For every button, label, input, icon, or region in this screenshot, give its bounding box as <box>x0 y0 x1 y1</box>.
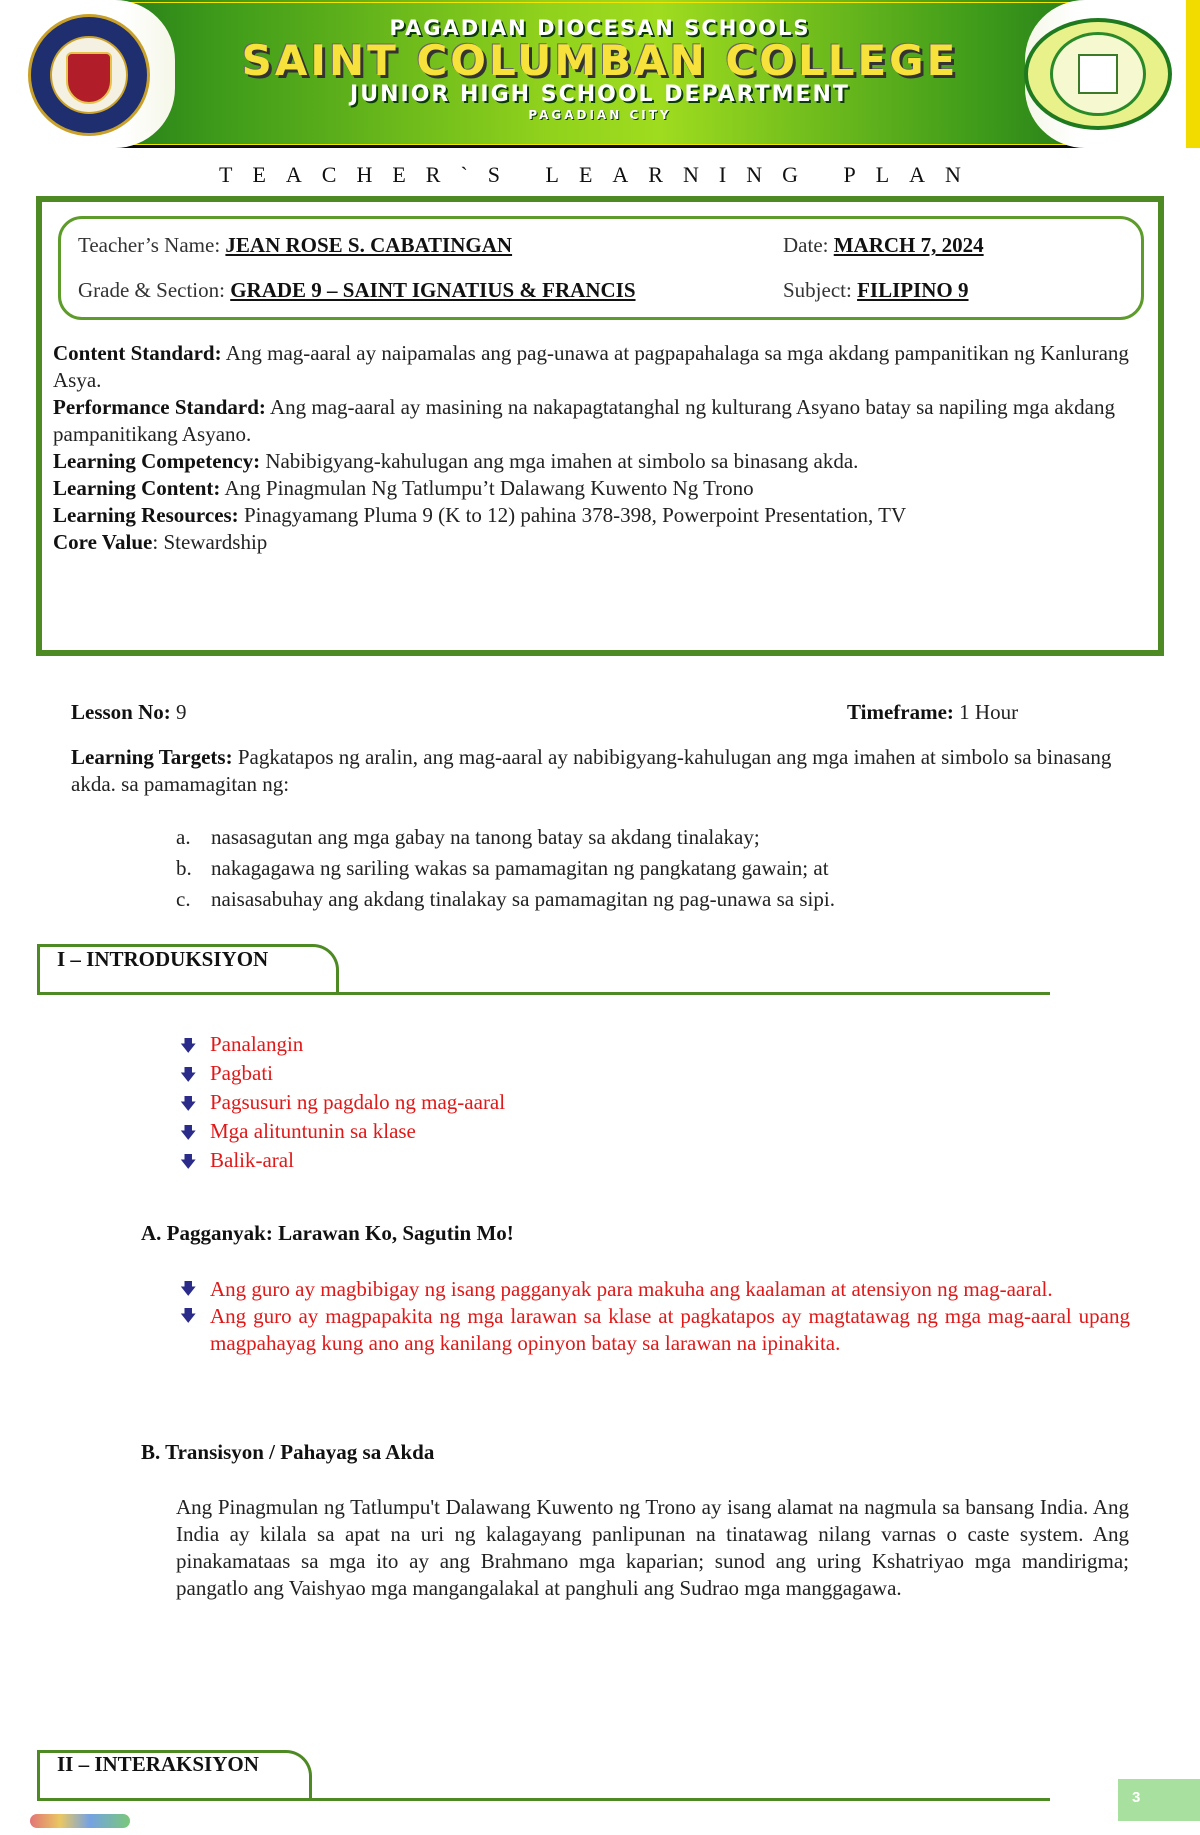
content-standard-label: Content Standard: <box>53 341 222 365</box>
list-item <box>180 1118 505 1147</box>
core-value <box>53 529 1151 556</box>
performance-standard-label: Performance Standard: <box>53 395 266 419</box>
transisyon-heading: B. Transisyon / Pahayag sa Akda <box>141 1440 435 1464</box>
teacher-name-value: JEAN ROSE S. CABATINGAN <box>225 233 513 257</box>
lesson-number-label: Lesson No: <box>71 700 171 724</box>
learning-resources-label: Learning Resources: <box>53 503 239 527</box>
timeframe-label: Timeframe: <box>847 700 954 724</box>
subject-value: FILIPINO 9 <box>857 278 969 302</box>
teacher-name-label: Teacher’s Name: <box>78 233 226 257</box>
banner-college-name: SAINT COLUMBAN COLLEGE <box>241 36 959 85</box>
list-item <box>180 1031 505 1060</box>
page-number: 3 <box>1132 1789 1141 1806</box>
list-item-text: Panalangin <box>210 1032 304 1056</box>
date-label: Date: <box>783 233 834 257</box>
list-item <box>180 1060 505 1089</box>
core-value-text: : Stewardship <box>152 530 268 554</box>
learning-content-label: Learning Content: <box>53 476 221 500</box>
intro-list <box>180 1031 505 1176</box>
timeframe-value: 1 Hour <box>953 700 1019 724</box>
list-item-letter: b. <box>176 856 192 880</box>
list-item <box>180 1089 505 1118</box>
list-item-text: Balik-aral <box>210 1148 294 1172</box>
list-item-text: Ang guro ay magpapakita ng mga larawan sa klase at pagkatapos ay magtatawag ng mga mag-aaral upang magpahayag kung ano ang kanilang opinyon batay sa larawan na ipinakita. <box>210 1304 1130 1355</box>
list-item <box>180 1303 1130 1357</box>
list-item <box>176 884 1076 915</box>
section-title-interaksiyon: II – INTERAKSIYON <box>57 1752 259 1776</box>
down-arrow-icon: 🡇 <box>180 1154 197 1171</box>
down-arrow-icon: 🡇 <box>180 1308 197 1325</box>
teacher-info-box <box>58 216 1144 320</box>
page-number-badge <box>1118 1779 1200 1821</box>
list-item-text: Mga alituntunin sa klase <box>210 1119 416 1143</box>
learning-resources <box>53 502 1151 529</box>
section-rule <box>37 992 1050 995</box>
diocese-crest-icon <box>66 52 112 104</box>
list-item-letter: c. <box>176 887 191 911</box>
learning-competency <box>53 448 1151 475</box>
college-crest-icon <box>1078 54 1118 94</box>
lesson-number-value: 9 <box>170 700 187 724</box>
date-value: MARCH 7, 2024 <box>833 233 984 257</box>
pagganyak-list <box>180 1276 1130 1357</box>
timeframe <box>847 699 1018 726</box>
grade-section-row <box>78 278 636 303</box>
lesson-number <box>71 699 187 726</box>
list-item <box>176 822 1076 853</box>
list-item-text: Ang guro ay magbibigay ng isang pagganyak para makuha ang kaalaman at atensiyon ng mag-aaral. <box>210 1277 1053 1301</box>
subject-row <box>783 278 969 303</box>
down-arrow-icon: 🡇 <box>180 1067 197 1084</box>
section-title-introduksiyon: I – INTRODUKSIYON <box>57 947 269 971</box>
teacher-name-row <box>78 233 512 258</box>
list-item-text: Pagbati <box>210 1061 273 1085</box>
transisyon-paragraph: Ang Pinagmulan ng Tatlumpu't Dalawang Kuwento ng Trono ay isang alamat na nagmula sa bansang India. Ang India ay kilala sa apat na uri ng kalagayang panlipunan na tinatawag nilang varnas o caste system. Ang pinakamataas sa mga ito ay ang Brahmano mga kaparian; sunod ang uring Kshatriyao mga mandirigma; pangatlo ang Vaishyao mga mangangalakal at panghuli ang Sudrao mga manggagawa. <box>176 1495 1129 1600</box>
learning-content-text: Ang Pinagmulan Ng Tatlumpu’t Dalawang Kuwento Ng Trono <box>220 476 754 500</box>
list-item-letter: a. <box>176 825 191 849</box>
pagganyak-heading: A. Pagganyak: Larawan Ko, Sagutin Mo! <box>141 1221 514 1245</box>
list-item <box>180 1276 1130 1303</box>
learning-targets-label: Learning Targets: <box>71 745 233 769</box>
grade-section-label: Grade & Section: <box>78 278 231 302</box>
learning-competency-text: Nabibigyang-kahulugan ang mga imahen at simbolo sa binasang akda. <box>260 449 859 473</box>
list-item-text: nakagagawa ng sariling wakas sa pamamagitan ng pangkatang gawain; at <box>211 856 829 880</box>
learning-competency-label: Learning Competency: <box>53 449 261 473</box>
banner-diocese-name: PAGADIAN DIOCESAN SCHOOLS <box>389 16 811 40</box>
grade-section-value: GRADE 9 – SAINT IGNATIUS & FRANCIS <box>230 278 636 302</box>
list-item-text: Pagsusuri ng pagdalo ng mag-aaral <box>210 1090 506 1114</box>
learning-targets-text: Pagkatapos ng aralin, ang mag-aaral ay nabibigyang-kahulugan ang mga imahen at simbolo sa binasang akda. sa pamamagitan ng: <box>71 745 1112 796</box>
content-standard <box>53 340 1151 394</box>
list-item-text: naisasabuhay ang akdang tinalakay sa pamamagitan ng pag-unawa sa sipi. <box>211 887 835 911</box>
banner-stripe <box>1186 0 1200 148</box>
learning-content <box>53 475 1151 502</box>
down-arrow-icon: 🡇 <box>180 1281 197 1298</box>
down-arrow-icon: 🡇 <box>180 1038 197 1055</box>
section-rule <box>37 1798 1050 1801</box>
down-arrow-icon: 🡇 <box>180 1125 197 1142</box>
list-item <box>180 1147 505 1176</box>
subject-label: Subject: <box>783 278 858 302</box>
learning-targets <box>71 744 1131 798</box>
list-item <box>176 853 1076 884</box>
banner-department: JUNIOR HIGH SCHOOL DEPARTMENT <box>350 82 850 107</box>
target-list <box>176 822 1076 915</box>
list-item-text: nasasagutan ang mga gabay na tanong batay sa akdang tinalakay; <box>211 825 760 849</box>
banner-city: PAGADIAN CITY <box>528 108 672 122</box>
performance-standard-text: Ang mag-aaral ay masining na nakapagtatanghal ng kulturang Asyano batay sa napiling mga akdang pampanitikang Asyano. <box>53 395 1115 446</box>
content-standard-text: Ang mag-aaral ay naipamalas ang pag-unawa at pagpapahalaga sa mga akdang pampanitikan ng Kanlurang Asya. <box>53 341 1129 392</box>
performance-standard <box>53 394 1151 448</box>
page-title: TEACHER`S LEARNING PLAN <box>219 162 981 187</box>
down-arrow-icon: 🡇 <box>180 1096 197 1113</box>
learning-resources-text: Pinagyamang Pluma 9 (K to 12) pahina 378-398, Powerpoint Presentation, TV <box>238 503 907 527</box>
footer-decoration-icon <box>30 1814 130 1828</box>
date-row <box>783 233 984 258</box>
core-value-label: Core Value <box>53 530 153 554</box>
